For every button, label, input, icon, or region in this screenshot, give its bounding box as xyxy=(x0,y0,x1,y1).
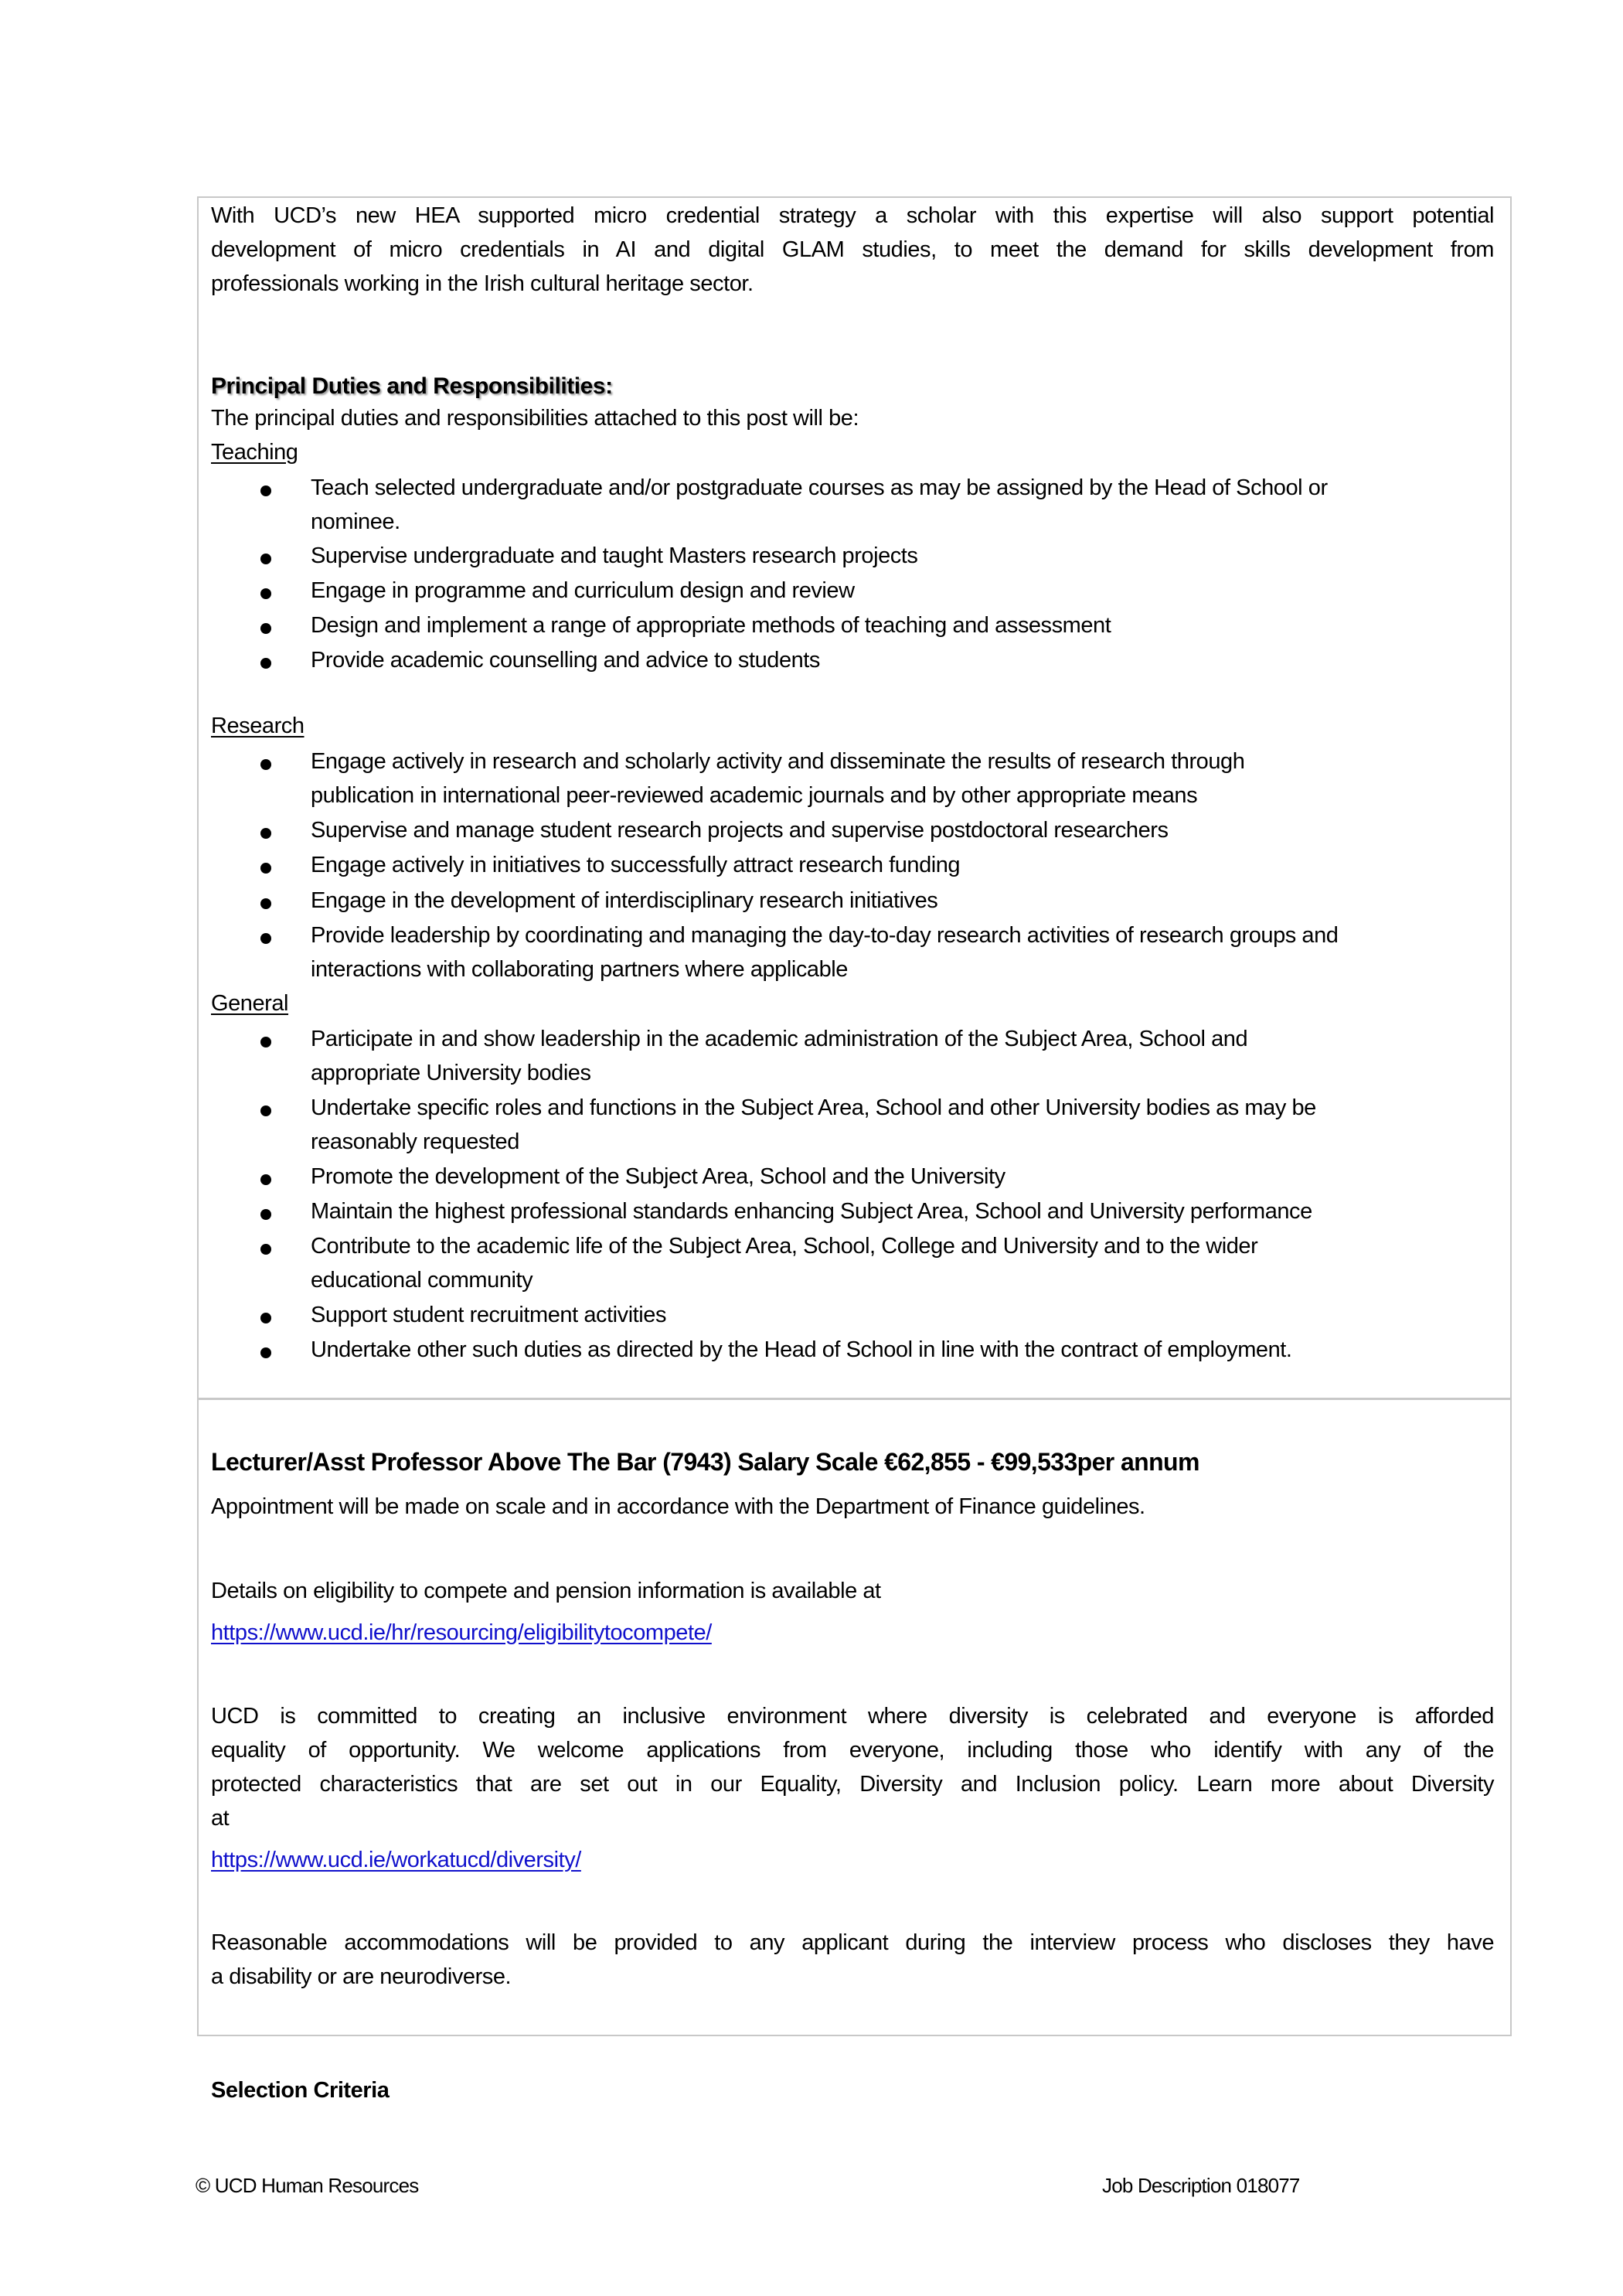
general-label: General xyxy=(211,991,289,1016)
bullet-icon xyxy=(260,759,271,770)
intro-line: professionals working in the Irish cultural heritage sector. xyxy=(211,271,754,296)
bullet-icon xyxy=(260,863,271,874)
diversity-line: at xyxy=(211,1806,230,1831)
accommodation-line: a disability or are neurodiverse. xyxy=(211,1964,512,1989)
bullet-icon xyxy=(260,588,271,599)
accommodation-line: Reasonable accommodations will be provided to any applicant during the interview process who discloses they have xyxy=(211,1930,1494,1955)
diversity-line: equality of opportunity. We welcome applications from everyone, including those who identify with any of the xyxy=(211,1738,1494,1763)
teaching-item-cont: nominee. xyxy=(311,509,400,534)
bullet-icon xyxy=(260,1209,271,1220)
teaching-item: Design and implement a range of appropriate methods of teaching and assessment xyxy=(311,613,1111,638)
footer-copyright: © UCD Human Resources xyxy=(196,2174,419,2197)
general-item-cont: appropriate University bodies xyxy=(311,1061,591,1085)
general-item: Maintain the highest professional standards enhancing Subject Area, School and University performance xyxy=(311,1199,1312,1224)
bullet-icon xyxy=(260,1313,271,1323)
bullet-icon xyxy=(260,658,271,669)
general-item: Contribute to the academic life of the Subject Area, School, College and University and to the wider xyxy=(311,1234,1258,1259)
bullet-icon xyxy=(260,623,271,634)
footer-job-description: Job Description 018077 xyxy=(1102,2174,1300,2197)
research-item-cont: publication in international peer-reviewed academic journals and by other appropriate means xyxy=(311,783,1198,808)
general-item: Participate in and show leadership in the academic administration of the Subject Area, School and xyxy=(311,1027,1248,1051)
teaching-item: Engage in programme and curriculum design and review xyxy=(311,578,855,603)
bullet-icon xyxy=(260,554,271,564)
diversity-line: UCD is committed to creating an inclusive environment where diversity is celebrated and everyone is afforded xyxy=(211,1704,1494,1729)
diversity-line: protected characteristics that are set out in our Equality, Diversity and Inclusion policy. Learn more about Diversity xyxy=(211,1772,1494,1797)
bullet-icon xyxy=(260,1037,271,1048)
bullet-icon xyxy=(260,1244,271,1255)
selection-criteria-heading: Selection Criteria xyxy=(211,2078,390,2103)
intro-line: development of micro credentials in AI and digital GLAM studies, to meet the demand for skills development from xyxy=(211,237,1494,262)
general-item: Promote the development of the Subject Area, School and the University xyxy=(311,1164,1005,1189)
general-item: Undertake other such duties as directed by the Head of School in line with the contract of employment. xyxy=(311,1337,1292,1362)
research-item: Provide leadership by coordinating and managing the day-to-day research activities of research groups and xyxy=(311,923,1339,948)
bullet-icon xyxy=(260,485,271,496)
general-item: Undertake specific roles and functions in the Subject Area, School and other University bodies as may be xyxy=(311,1095,1316,1120)
teaching-label: Teaching xyxy=(211,440,298,465)
diversity-link[interactable]: https://www.ucd.ie/workatucd/diversity/ xyxy=(211,1848,581,1872)
bullet-icon xyxy=(260,1105,271,1116)
eligibility-text: Details on eligibility to compete and pension information is available at xyxy=(211,1579,881,1603)
eligibility-link[interactable]: https://www.ucd.ie/hr/resourcing/eligibilitytocompete/ xyxy=(211,1620,712,1645)
general-item: Support student recruitment activities xyxy=(311,1303,667,1327)
teaching-item: Supervise undergraduate and taught Masters research projects xyxy=(311,543,918,568)
bullet-icon xyxy=(260,1347,271,1358)
bullet-icon xyxy=(260,898,271,909)
salary-heading: Lecturer/Asst Professor Above The Bar (7943) Salary Scale €62,855 - €99,533per annum xyxy=(211,1448,1199,1476)
bullet-icon xyxy=(260,828,271,839)
research-item: Engage in the development of interdisciplinary research initiatives xyxy=(311,888,938,913)
research-item: Engage actively in research and scholarly activity and disseminate the results of research through xyxy=(311,749,1245,774)
intro-line: With UCD’s new HEA supported micro credential strategy a scholar with this expertise will also support potential xyxy=(211,203,1494,228)
research-item: Supervise and manage student research projects and supervise postdoctoral researchers xyxy=(311,818,1169,843)
general-item-cont: educational community xyxy=(311,1268,533,1293)
appointment-text: Appointment will be made on scale and in accordance with the Department of Finance guidelines. xyxy=(211,1494,1145,1519)
duties-intro: The principal duties and responsibilities attached to this post will be: xyxy=(211,406,859,431)
bullet-icon xyxy=(260,1174,271,1185)
teaching-item: Provide academic counselling and advice to students xyxy=(311,648,820,673)
research-item-cont: interactions with collaborating partners where applicable xyxy=(311,957,848,982)
research-label: Research xyxy=(211,714,305,738)
general-item-cont: reasonably requested xyxy=(311,1129,519,1154)
teaching-item: Teach selected undergraduate and/or postgraduate courses as may be assigned by the Head of School or xyxy=(311,475,1328,500)
duties-heading: Principal Duties and Responsibilities: xyxy=(211,373,613,399)
bullet-icon xyxy=(260,933,271,944)
research-item: Engage actively in initiatives to successfully attract research funding xyxy=(311,853,961,877)
